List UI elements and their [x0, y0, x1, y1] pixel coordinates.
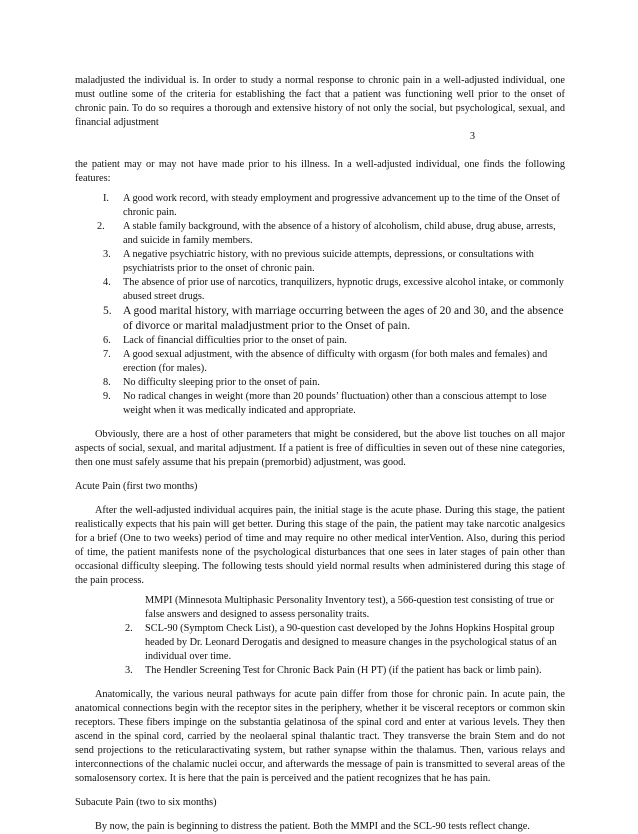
- list-item: I. A good work record, with steady employment and progressive advancement up to the time of the Onset of chronic pain.: [103, 193, 560, 218]
- section-heading-acute: Acute Pain (first two months): [75, 481, 198, 492]
- list-item: 9. No radical changes in weight (more than 20 pounds’ fluctuation) other than a conscious attempt to lose weight when it was medically indicated and appropriate.: [103, 391, 547, 416]
- intro-paragraph: maladjusted the individual is. In order to study a normal response to chronic pain in a well-adjusted individual, one must outline some of the criteria for establishing the fact that a patient was functioning well prior to the onset of chronic pain. To do so requires a thorough and extensive history of not only the social, but psychological, sexual, and financial adjustment: [75, 75, 565, 128]
- document-page: [75, 74, 565, 834]
- anatomy-paragraph: Anatomically, the various neural pathways for acute pain differ from those for chronic pain. In acute pain, the anatomical connections begin with the receptor sites in the periphery, whether it be visceral receptors or common skin receptors. These fibers impinge on the substantia gelatinosa of the spinal cord and enter at various levels. They then ascend in the spinal cord, carried by the neolaeral spinal thalantic tract. They transverse the brain Stem and do not send projections to the reticularactivating system, but rather synapse within the thalamus. Then, various relays and interconnections of the chalamic nuclei occur, and afterwards the message of pain is transmitted to several areas of the somalosensory cortex. It is here that the pain is perceived and the patient recognizes that he has pain.: [75, 689, 565, 784]
- section-heading-subacute: Subacute Pain (two to six months): [75, 797, 217, 808]
- tests-list: [75, 594, 565, 678]
- list-item: 8. No difficulty sleeping prior to the onset of pain.: [103, 377, 320, 388]
- list-item: 2. SCL-90 (Symptom Check List), a 90-question cast developed by the Johns Hopkins Hospital group headed by Dr. Leonard Derogatis and designed to measure changes in the psychological status of an individual over time.: [125, 623, 557, 662]
- list-item: 7. A good sexual adjustment, with the absence of difficulty with orgasm (for both males and females) and erection (for males).: [103, 349, 548, 374]
- subacute-paragraph: By now, the pain is beginning to distress the patient. Both the MMPI and the SCL-90 tests reflect change.: [95, 821, 530, 832]
- acute-paragraph: After the well-adjusted individual acquires pain, the initial stage is the acute phase. During this stage, the patient realistically expects that his pain will get better. During this stage of the pain, the patient may take narcotic analgesics for a brief (One to two weeks) period of time and may require no other medical interVention. Also, during this period of time, the patient manifests none of the psychological disturbances that one sees in later stages of pain other than occasional difficulty sleeping. The following tests should yield normal results when administered during this stage of the pain process.: [75, 505, 565, 586]
- features-intro: the patient may or may not have made prior to his illness. In a well-adjusted individual, one finds the following features:: [75, 159, 565, 184]
- list-item: 3. A negative psychiatric history, with no previous suicide attempts, depressions, or consultations with psychiatrists prior to the onset of chronic pain.: [103, 249, 534, 274]
- list-item: 4. The absence of prior use of narcotics, tranquilizers, hypnotic drugs, excessive alcohol intake, or commonly abused street drugs.: [103, 277, 564, 302]
- list-item: 6. Lack of financial difficulties prior to the onset of pain.: [103, 335, 347, 346]
- page-number: 3: [469, 131, 475, 142]
- features-list: [75, 192, 565, 418]
- list-item: 5. A good marital history, with marriage occurring between the ages of 20 and 30, and the absence of divorce or marital maladjustment prior to the Onset of pain.: [103, 305, 564, 332]
- summary-paragraph: Obviously, there are a host of other parameters that might be considered, but the above list touches on all major aspects of social, sexual, and marital adjustment. If a patient is free of difficulties in seven out of these nine categories, then one must safely assume that his prepain (premorbid) adjustment, was good.: [75, 429, 565, 468]
- list-item: 3. The Hendler Screening Test for Chronic Back Pain (H PT) (if the patient has back or limb pain).: [125, 665, 542, 676]
- list-item: MMPI (Minnesota Multiphasic Personality Inventory test), a 566-question test consisting of true or false answers and designed to assess personality traits.: [145, 595, 554, 620]
- list-item: 2. A stable family background, with the absence of a history of alcoholism, child abuse, drug abuse, arrests, and suicide in family members.: [97, 221, 556, 246]
